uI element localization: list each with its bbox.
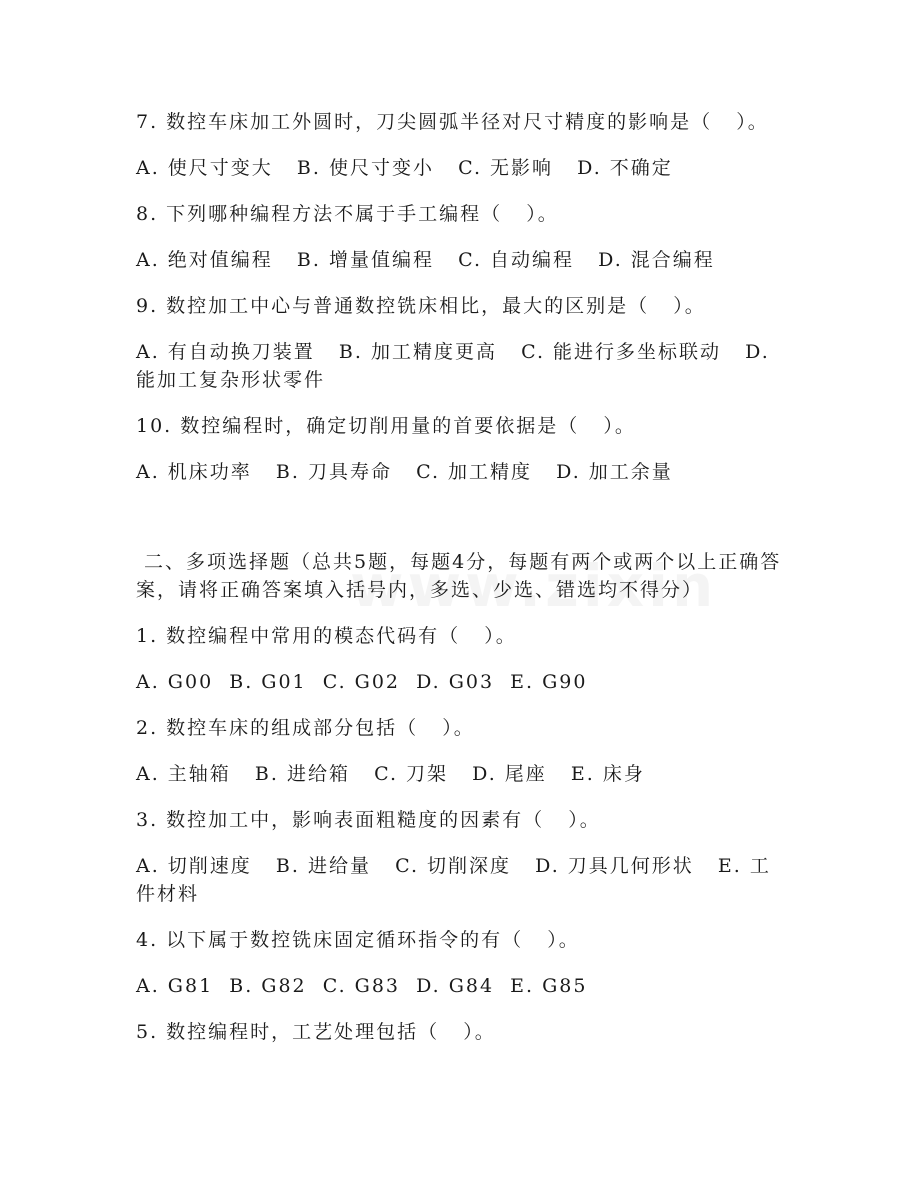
multi-options-2: A. 主轴箱 B. 进给箱 C. 刀架 D. 尾座 E. 床身 [136,763,645,785]
options-7: A. 使尺寸变大 B. 使尺寸变小 C. 无影响 D. 不确定 [136,157,673,179]
multi-question-4: 4. 以下属于数控铣床固定循环指令的有（ ）。 [136,929,580,951]
question-9: 9. 数控加工中心与普通数控铣床相比，最大的区别是（ ）。 [136,295,706,317]
options-10: A. 机床功率 B. 刀具寿命 C. 加工精度 D. 加工余量 [136,461,673,483]
question-8: 8. 下列哪种编程方法不属于手工编程（ ）。 [136,203,559,225]
multi-question-3: 3. 数控加工中，影响表面粗糙度的因素有（ ）。 [136,809,601,831]
multi-question-2: 2. 数控车床的组成部分包括（ ）。 [136,717,475,739]
multi-question-5: 5. 数控编程时，工艺处理包括（ ）。 [136,1021,496,1043]
options-9: A. 有自动换刀装置 B. 加工精度更高 C. 能进行多坐标联动 D. 能加工复杂形状零件 [136,341,778,391]
multi-question-1: 1. 数控编程中常用的模态代码有（ ）。 [136,625,517,647]
multi-options-3: A. 切削速度 B. 进给量 C. 切削深度 D. 刀具几何形状 E. 工件材料 [136,855,771,905]
question-7: 7. 数控车床加工外圆时，刀尖圆弧半径对尺寸精度的影响是（ ）。 [136,111,769,133]
multi-options-4: A. G81 B. G82 C. G83 D. G84 E. G85 [136,975,588,997]
document-body [136,108,786,1046]
question-10: 10. 数控编程时，确定切削用量的首要依据是（ ）。 [136,415,636,437]
options-8: A. 绝对值编程 B. 增量值编程 C. 自动编程 D. 混合编程 [136,249,715,271]
section-heading-multiple-choice: 二、多项选择题（总共5题，每题4分，每题有两个或两个以上正确答案，请将正确答案填入括号内，多选、少选、错选均不得分） [136,551,782,601]
multi-options-1: A. G00 B. G01 C. G02 D. G03 E. G90 [136,671,588,693]
